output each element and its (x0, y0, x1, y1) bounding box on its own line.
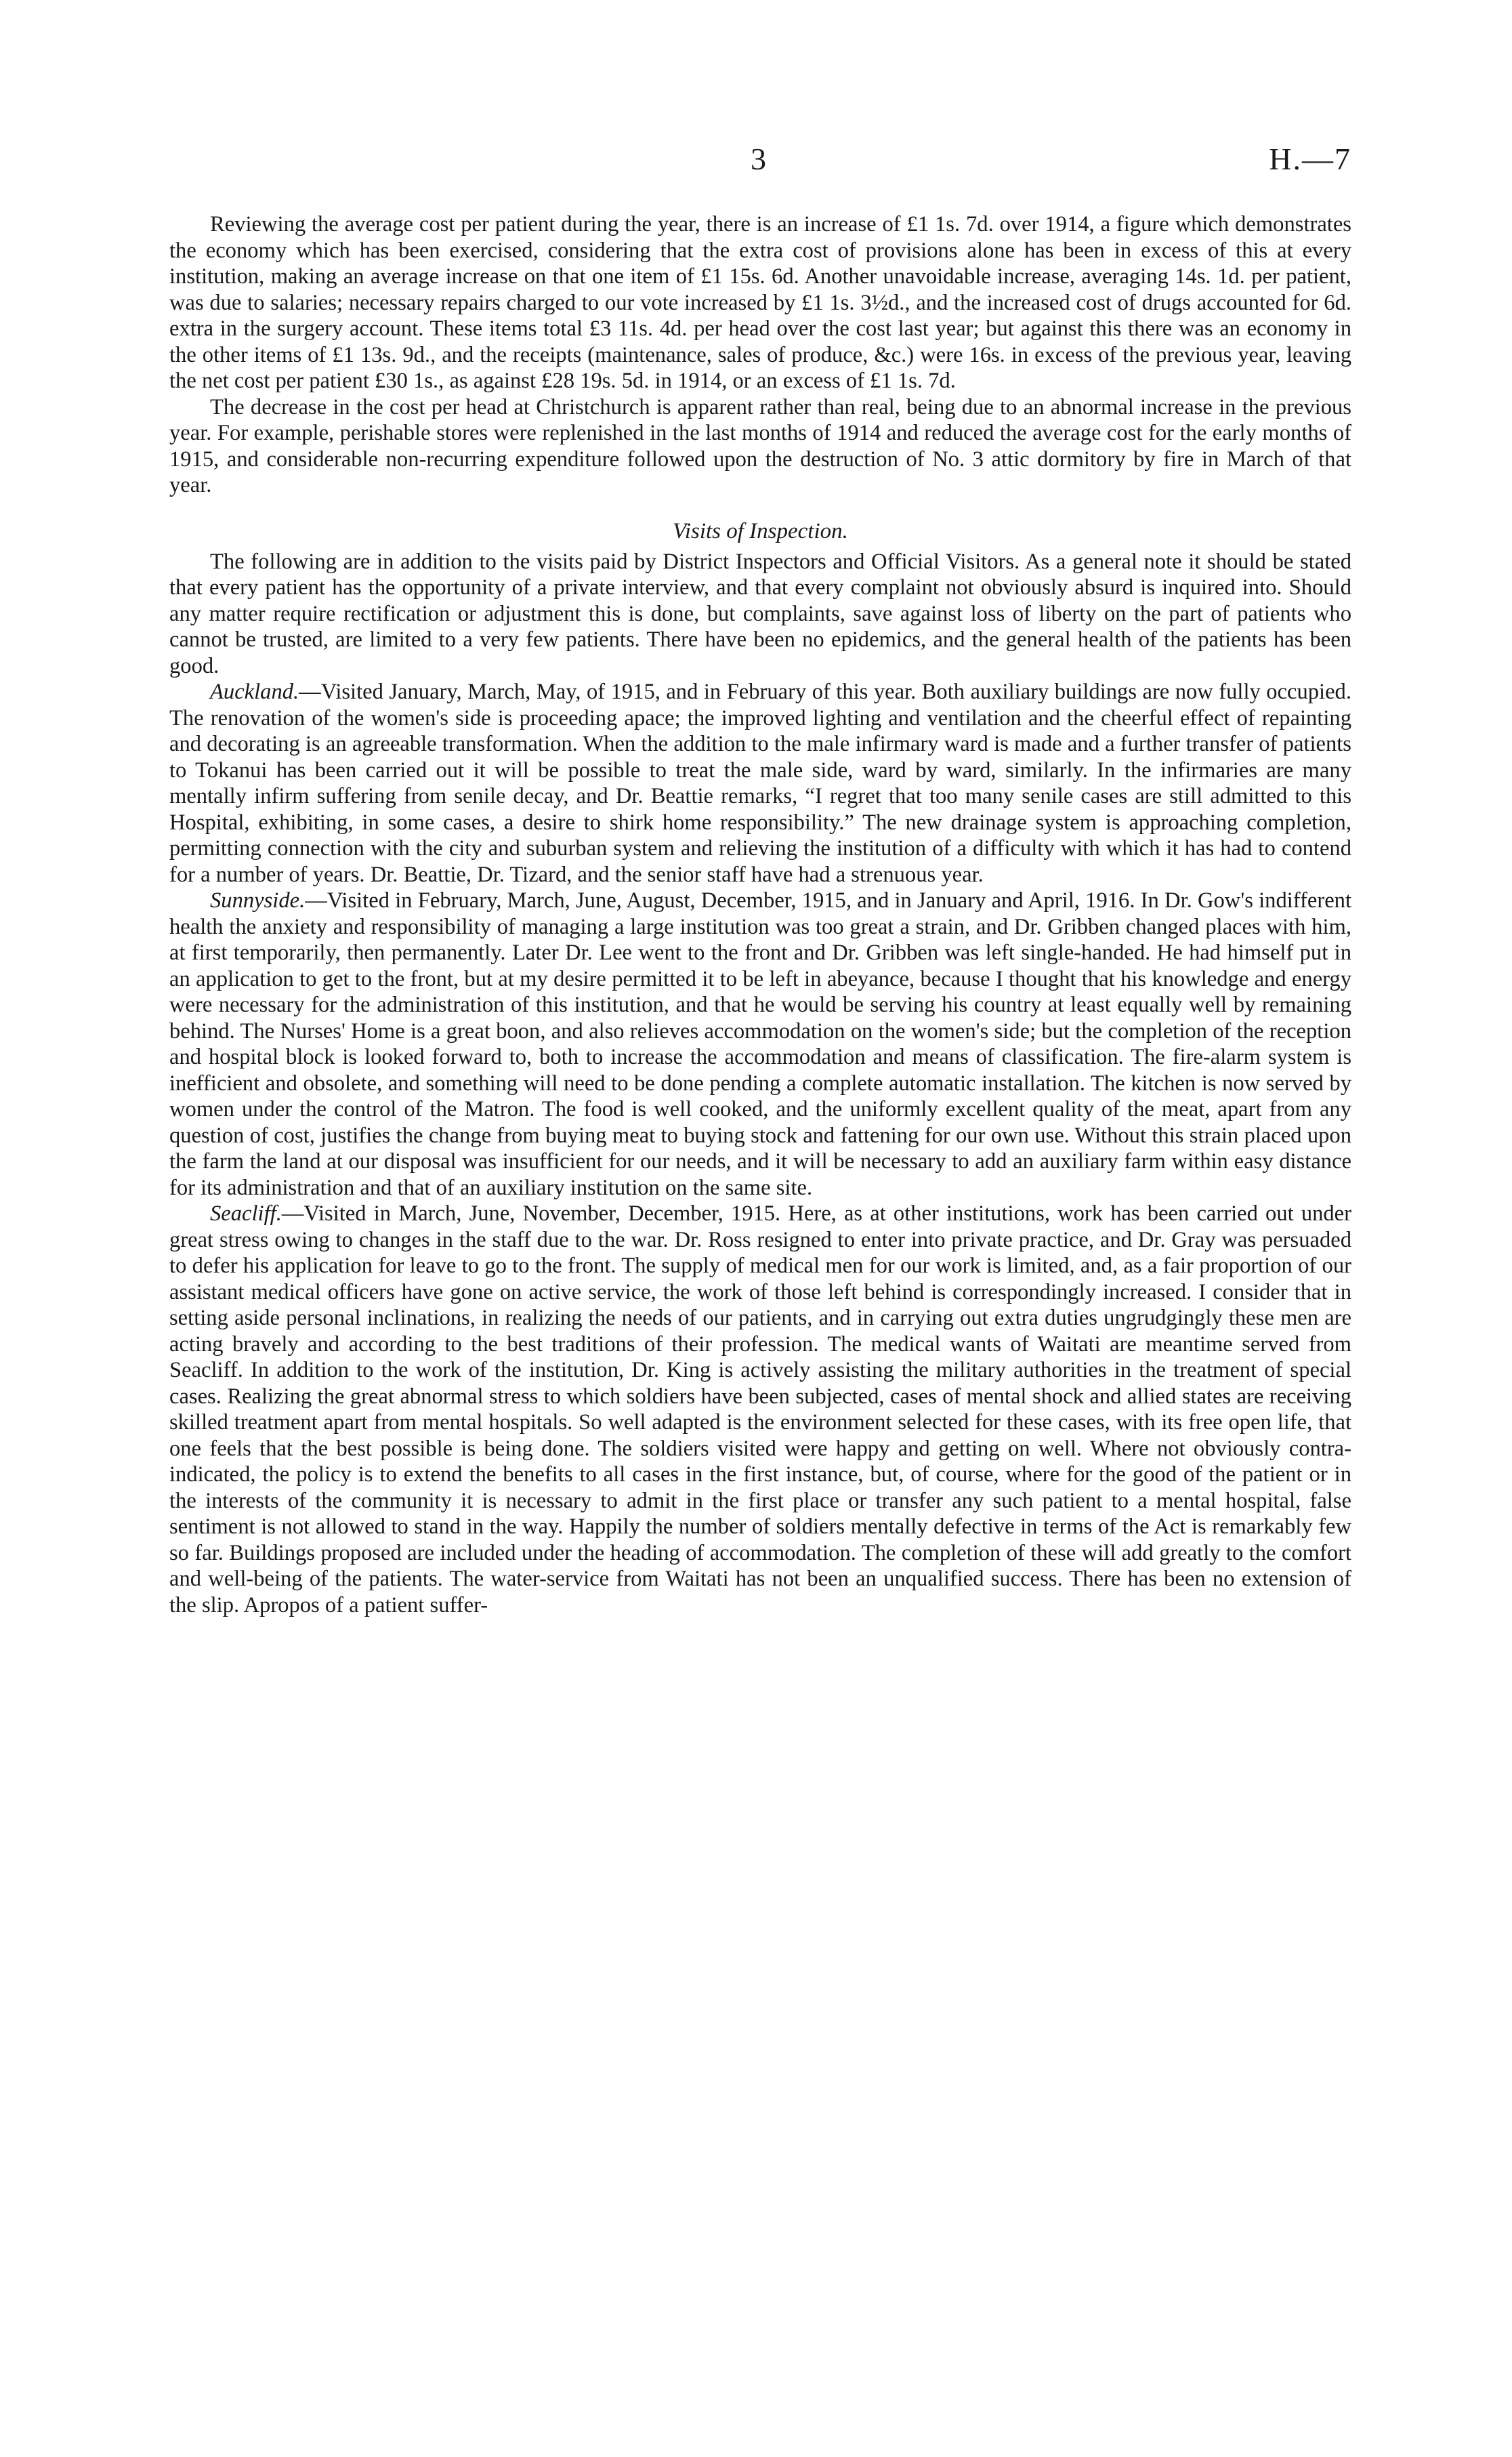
paragraph-visits-general: The following are in addition to the visits paid by District Inspectors and Official Visitors. As a general note it should be stated that every patient has the opportunity of a private interview, and that every complaint not obviously absurd is inquired into. Should any matter require rectification or adjustment this is done, but complaints, save against loss of liberty on the part of patients who cannot be trusted, are limited to a very few patients. There have been no epidemics, and the general health of the patients has been good. (169, 549, 1351, 678)
paragraph-average-cost: Reviewing the average cost per patient during the year, there is an increase of £1 1s. 7d. over 1914, a figure which demonstrates the economy which has been exercised, considering that the extra cost of provisions alone has been in excess of this at every institution, making an average increase on that one item of £1 15s. 6d. Another unavoidable increase, averaging 14s. 1d. per patient, was due to salaries; necessary repairs charged to our vote increased by £1 1s. 3½d., and the increased cost of drugs accounted for 6d. extra in the surgery account. These items total £3 11s. 4d. per head over the cost last year; but against this there was an economy in the other items of £1 13s. 9d., and the receipts (maintenance, sales of produce, &c.) were 16s. in excess of the previous year, leaving the net cost per patient £30 1s., as against £28 19s. 5d. in 1914, or an excess of £1 1s. 7d. (169, 212, 1351, 393)
sunnyside-lead: Sunnyside. (210, 888, 306, 913)
paragraph-christchurch: The decrease in the cost per head at Christchurch is apparent rather than real, being due to an abnormal increase in the previous year. For example, perishable stores were replenished in the last months of 1914 and reduced the average cost for the early months of 1915, and considerable non-recurring expenditure followed upon the destruction of No. 3 attic dormitory by fire in March of that year. (169, 394, 1351, 497)
page-header (169, 139, 1351, 180)
paragraph-seacliff (169, 1201, 1351, 1618)
paragraph-sunnyside (169, 888, 1351, 1201)
paragraph-auckland (169, 679, 1351, 888)
document-reference: H.—7 (1269, 142, 1351, 176)
body-text (169, 211, 1351, 1618)
auckland-text: —Visited January, March, May, of 1915, and in February of this year. Both auxiliary buildings are now fully occupied. The renovation of the women's side is proceeding apace; the improved lighting and ventilation and the cheerful effect of repainting and decorating is an agreeable transformation. When the addition to the male infirmary ward is made and a further transfer of patients to Tokanui has been carried out it will be possible to treat the male side, ward by ward, similarly. In the infirmaries are many mentally infirm suffering from senile decay, and Dr. Beattie remarks, “I regret that too many senile cases are still admitted to this Hospital, exhibiting, in some cases, a desire to shirk home responsibility.” The new drainage system is approaching completion, permitting connection with the city and suburban system and relieving the institution of a difficulty with which it has had to contend for a number of years. Dr. Beattie, Dr. Tizard, and the senior staff have had a strenuous year. (169, 680, 1351, 887)
sunnyside-text: —Visited in February, March, June, August, December, 1915, and in January and April, 1916. In Dr. Gow's indifferent health the anxiety and responsibility of managing a large institution was too great a strain, and Dr. Gribben changed places with him, at first temporarily, then permanently. Later Dr. Lee went to the front and Dr. Gribben was left single-handed. He had himself put in an application to get to the front, but at my desire permitted it to be left in abeyance, because I thought that his knowledge and energy were necessary for the administration of this institution, and that he would be serving his country at least equally well by remaining behind. The Nurses' Home is a great boon, and also relieves accommodation on the women's side; but the completion of the reception and hospital block is looked forward to, both to increase the accommodation and means of classification. The fire-alarm system is inefficient and obsolete, and something will need to be done pending a complete automatic installation. The kitchen is now served by women under the control of the Matron. The food is well cooked, and the uniformly excellent quality of the meat, apart from any question of cost, justifies the change from buying meat to buying stock and fattening for our own use. Without this strain placed upon the farm the land at our disposal was insufficient for our needs, and it will be necessary to add an auxiliary farm within easy distance for its administration and that of an auxiliary institution on the same site. (169, 888, 1351, 1200)
seacliff-lead: Seacliff. (210, 1201, 282, 1226)
section-heading-visits: Visits of Inspection. (673, 518, 848, 543)
seacliff-text: —Visited in March, June, November, December, 1915. Here, as at other institutions, work has been carried out under great stress owing to changes in the staff due to the war. Dr. Ross resigned to enter into private practice, and Dr. Gray was persuaded to defer his application for leave to go to the front. The supply of medical men for our work is limited, and, as a fair proportion of our assistant medical officers have gone on active service, the work of those left behind is correspondingly increased. I consider that in setting aside personal inclinations, in realizing the needs of our patients, and in carrying out extra duties ungrudgingly these men are acting bravely and according to the best traditions of their profession. The medical wants of Waitati are meantime served from Seacliff. In addition to the work of the institution, Dr. King is actively assisting the military authorities in the treatment of special cases. Realizing the great abnormal stress to which soldiers have been subjected, cases of mental shock and allied states are receiving skilled treatment apart from mental hospitals. So well adapted is the environment selected for these cases, with its free open life, that one feels that the best possible is being done. The soldiers visited were happy and getting on well. Where not obviously contra-indicated, the policy is to extend the benefits to all cases in the first instance, but, of course, where for the good of the patient or in the interests of the community it is necessary to admit in the first place or transfer any such patient to a mental hospital, false sentiment is not allowed to stand in the way. Happily the number of soldiers mentally defective in terms of the Act is remarkably few so far. Buildings proposed are included under the heading of accommodation. The completion of these will add greatly to the comfort and well-being of the patients. The water-service from Waitati has not been an unqualified success. There has been no extension of the slip. Apropos of a patient suffer- (169, 1201, 1351, 1617)
document-page (169, 0, 1351, 2457)
page-number: 3 (751, 142, 766, 176)
auckland-lead: Auckland. (210, 680, 299, 704)
